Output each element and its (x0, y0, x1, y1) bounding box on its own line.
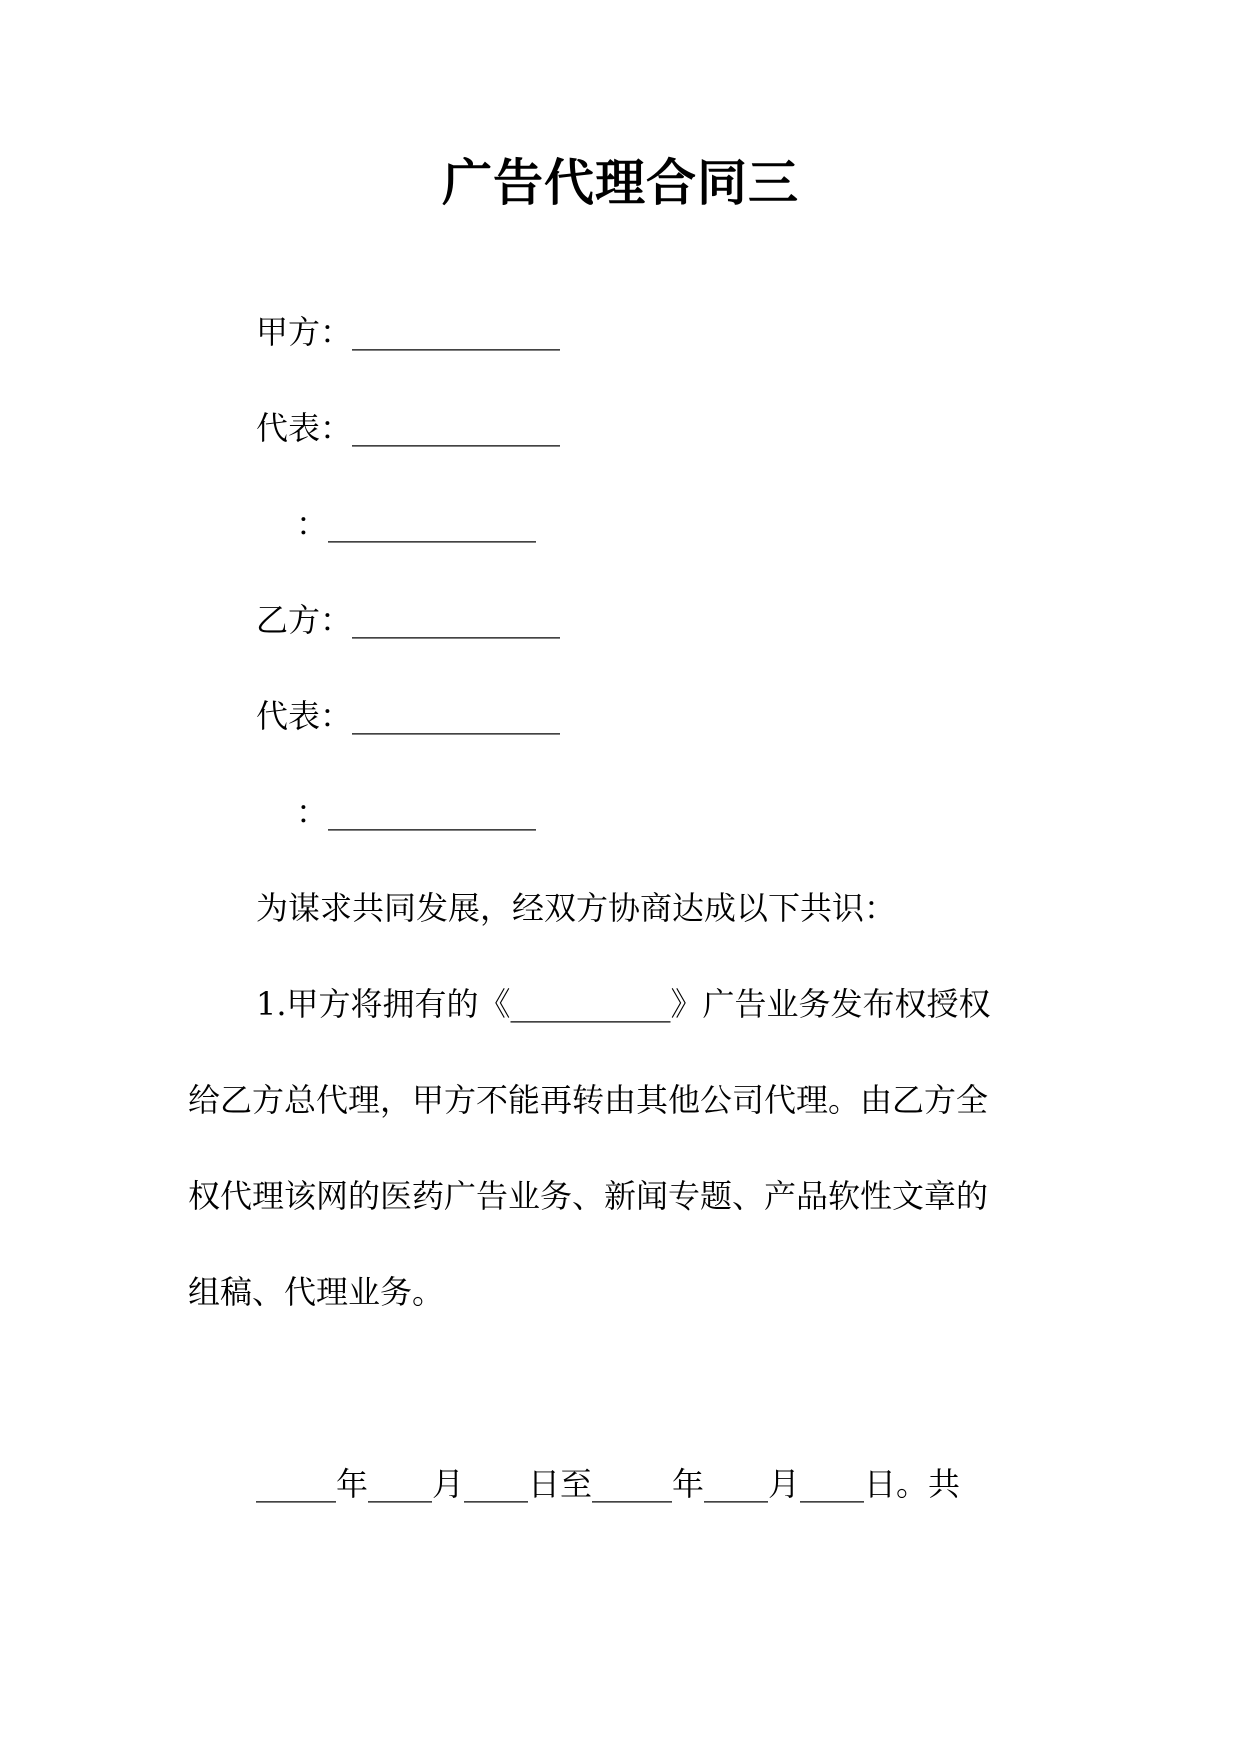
document-title: 广告代理合同三 (442, 153, 799, 212)
clause-1-line-4: 组稿、代理业务。 (188, 1273, 445, 1311)
party-b-extra-line (296, 792, 536, 832)
party-b-rep-line (256, 696, 560, 736)
clause-1-line-2: 给乙方总代理，甲方不能再转由其他公司代理。由乙方全 (188, 1081, 989, 1119)
party-b-rep-label: 代表： (256, 697, 353, 735)
party-a-rep-label: 代表： (256, 409, 353, 447)
party-b-rep-blank: _____________ (352, 697, 561, 735)
party-b-extra-label: ： (296, 793, 329, 831)
party-a-extra-line (296, 504, 536, 544)
party-a-extra-blank: _____________ (328, 505, 537, 543)
party-b-line (256, 600, 560, 640)
party-a-line (256, 312, 560, 352)
clause-1-line-3: 权代理该网的医药广告业务、新闻专题、产品软性文章的 (188, 1177, 989, 1215)
party-b-extra-blank: _____________ (328, 793, 537, 831)
clause-1-line-1: 1.甲方将拥有的《__________》广告业务发布权授权 (256, 985, 991, 1023)
party-b-label: 乙方： (256, 601, 353, 639)
party-a-extra-label: ： (296, 505, 329, 543)
party-a-label: 甲方： (256, 313, 353, 351)
term-line: _____年____月____日至_____年____月____日。共 (256, 1465, 961, 1503)
party-a-rep-blank: _____________ (352, 409, 561, 447)
party-a-blank: _____________ (352, 313, 561, 351)
party-a-rep-line (256, 408, 560, 448)
intro-paragraph: 为谋求共同发展，经双方协商达成以下共识： (256, 889, 897, 927)
party-b-blank: _____________ (352, 601, 561, 639)
